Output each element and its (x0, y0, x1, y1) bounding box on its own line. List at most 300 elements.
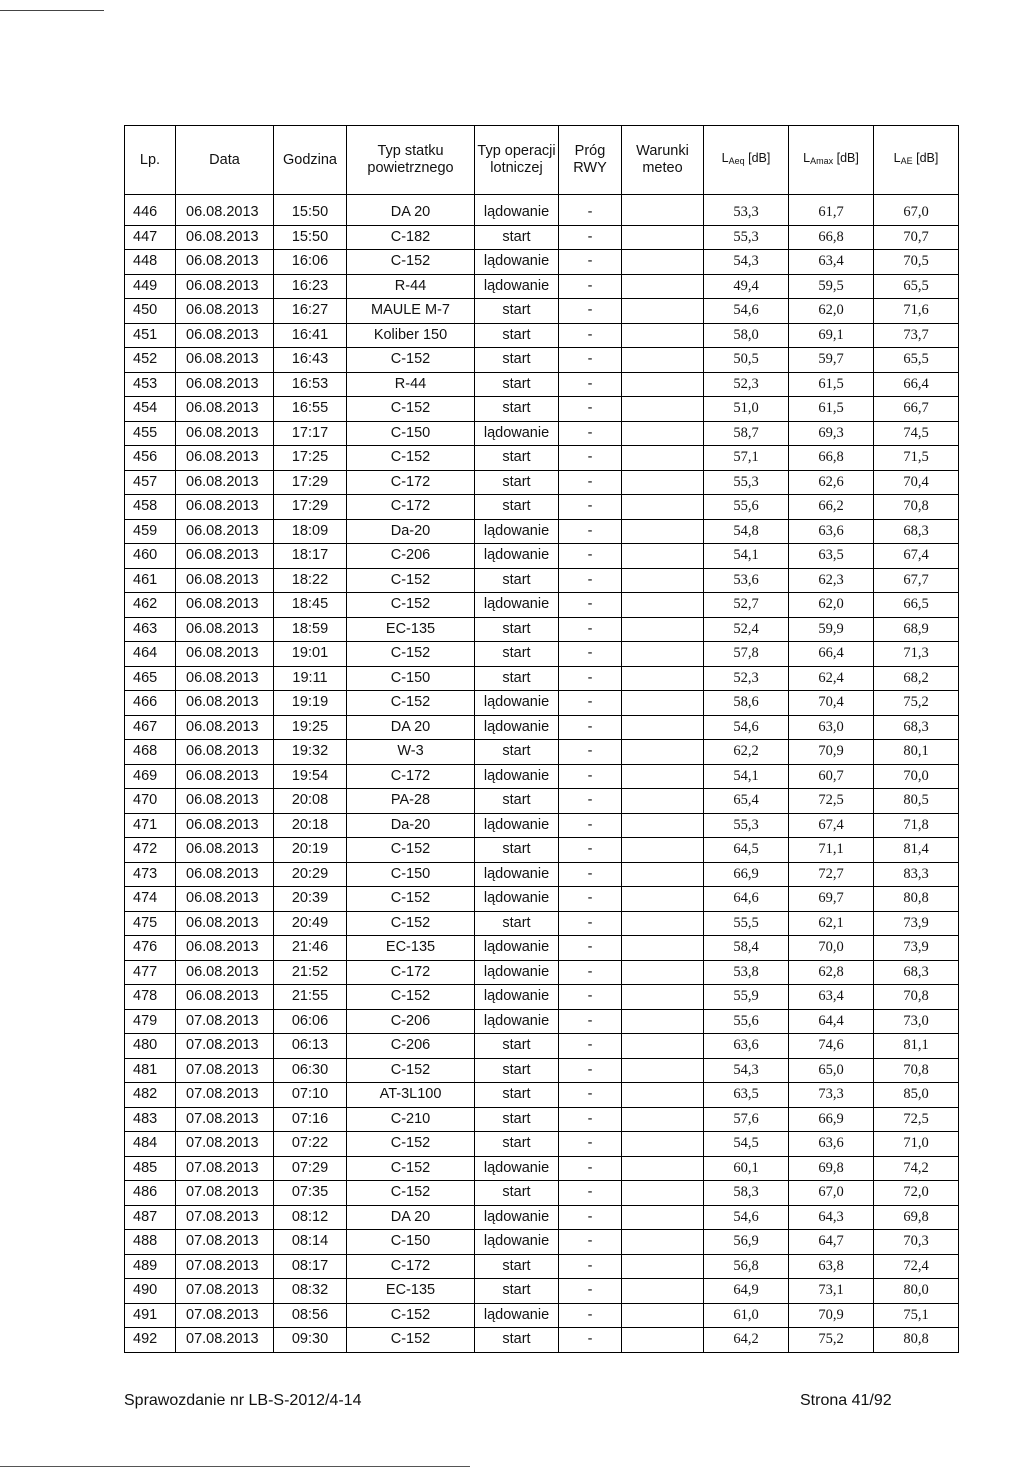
cell-lae: 70,8 (874, 985, 959, 1010)
table-row (125, 1254, 959, 1279)
table-row (125, 1181, 959, 1206)
cell-meteo (622, 397, 704, 422)
cell-rwy: - (559, 862, 622, 887)
cell-lamax: 62,1 (789, 911, 874, 936)
cell-date: 06.08.2013 (176, 838, 274, 863)
cell-date: 06.08.2013 (176, 740, 274, 765)
cell-lae: 70,4 (874, 470, 959, 495)
cell-operation: lądowanie (475, 715, 559, 740)
cell-operation: lądowanie (475, 593, 559, 618)
cell-lp: 476 (125, 936, 176, 961)
cell-rwy: - (559, 225, 622, 250)
cell-lae: 72,4 (874, 1254, 959, 1279)
cell-aircraft: EC-135 (347, 936, 475, 961)
table-row (125, 195, 959, 226)
cell-rwy: - (559, 1328, 622, 1353)
cell-date: 06.08.2013 (176, 250, 274, 275)
cell-lae: 71,0 (874, 1132, 959, 1157)
cell-laeq: 58,7 (704, 421, 789, 446)
cell-lae: 67,4 (874, 544, 959, 569)
cell-operation: lądowanie (475, 1009, 559, 1034)
cell-meteo (622, 1328, 704, 1353)
cell-operation: lądowanie (475, 421, 559, 446)
cell-time: 20:08 (274, 789, 347, 814)
cell-lp: 458 (125, 495, 176, 520)
cell-operation: lądowanie (475, 764, 559, 789)
cell-meteo (622, 568, 704, 593)
cell-lp: 460 (125, 544, 176, 569)
cell-lae: 71,3 (874, 642, 959, 667)
cell-laeq: 52,4 (704, 617, 789, 642)
cell-lp: 490 (125, 1279, 176, 1304)
cell-operation: start (475, 372, 559, 397)
cell-lp: 475 (125, 911, 176, 936)
cell-lp: 477 (125, 960, 176, 985)
cell-meteo (622, 1034, 704, 1059)
cell-operation: lądowanie (475, 1156, 559, 1181)
table-row (125, 274, 959, 299)
cell-rwy: - (559, 691, 622, 716)
cell-aircraft: EC-135 (347, 617, 475, 642)
cell-aircraft: C-152 (347, 691, 475, 716)
cell-aircraft: C-152 (347, 1132, 475, 1157)
cell-date: 06.08.2013 (176, 568, 274, 593)
cell-time: 06:06 (274, 1009, 347, 1034)
cell-lp: 486 (125, 1181, 176, 1206)
cell-aircraft: C-152 (347, 1181, 475, 1206)
table-row (125, 1156, 959, 1181)
cell-laeq: 49,4 (704, 274, 789, 299)
cell-meteo (622, 1254, 704, 1279)
cell-lamax: 63,4 (789, 985, 874, 1010)
cell-lp: 473 (125, 862, 176, 887)
cell-lamax: 73,1 (789, 1279, 874, 1304)
cell-lae: 68,3 (874, 715, 959, 740)
cell-meteo (622, 838, 704, 863)
cell-operation: start (475, 911, 559, 936)
cell-aircraft: Da-20 (347, 519, 475, 544)
cell-operation: lądowanie (475, 519, 559, 544)
table-row (125, 838, 959, 863)
cell-laeq: 56,9 (704, 1230, 789, 1255)
cell-date: 07.08.2013 (176, 1205, 274, 1230)
cell-meteo (622, 495, 704, 520)
cell-date: 07.08.2013 (176, 1230, 274, 1255)
cell-lamax: 63,6 (789, 1132, 874, 1157)
cell-aircraft: C-172 (347, 960, 475, 985)
cell-time: 07:22 (274, 1132, 347, 1157)
cell-aircraft: C-210 (347, 1107, 475, 1132)
cell-meteo (622, 1083, 704, 1108)
cell-aircraft: C-152 (347, 1303, 475, 1328)
table-row (125, 1107, 959, 1132)
cell-operation: start (475, 348, 559, 373)
cell-operation: lądowanie (475, 195, 559, 226)
cell-meteo (622, 323, 704, 348)
cell-time: 08:56 (274, 1303, 347, 1328)
cell-aircraft: PA-28 (347, 789, 475, 814)
cell-rwy: - (559, 1279, 622, 1304)
cell-lamax: 62,4 (789, 666, 874, 691)
table-row (125, 323, 959, 348)
cell-aircraft: R-44 (347, 372, 475, 397)
cell-lp: 468 (125, 740, 176, 765)
cell-date: 07.08.2013 (176, 1083, 274, 1108)
cell-lamax: 66,9 (789, 1107, 874, 1132)
cell-laeq: 54,1 (704, 544, 789, 569)
cell-time: 18:45 (274, 593, 347, 618)
cell-time: 20:39 (274, 887, 347, 912)
cell-lae: 70,8 (874, 495, 959, 520)
header-lae: $L_{AE}$ [dB] (874, 126, 959, 195)
cell-rwy: - (559, 397, 622, 422)
cell-time: 18:17 (274, 544, 347, 569)
cell-rwy: - (559, 838, 622, 863)
cell-operation: lądowanie (475, 544, 559, 569)
table-row (125, 642, 959, 667)
table-row (125, 789, 959, 814)
cell-date: 06.08.2013 (176, 593, 274, 618)
cell-time: 19:54 (274, 764, 347, 789)
cell-time: 16:43 (274, 348, 347, 373)
header-time: Godzina (274, 126, 347, 195)
cell-rwy: - (559, 495, 622, 520)
cell-lamax: 66,8 (789, 446, 874, 471)
cell-lp: 480 (125, 1034, 176, 1059)
cell-aircraft: C-152 (347, 642, 475, 667)
cell-meteo (622, 789, 704, 814)
cell-time: 16:27 (274, 299, 347, 324)
cell-lae: 81,4 (874, 838, 959, 863)
cell-lae: 75,2 (874, 691, 959, 716)
cell-lae: 71,5 (874, 446, 959, 471)
cell-lp: 463 (125, 617, 176, 642)
cell-lp: 452 (125, 348, 176, 373)
cell-operation: start (475, 397, 559, 422)
cell-meteo (622, 519, 704, 544)
cell-operation: lądowanie (475, 691, 559, 716)
cell-meteo (622, 666, 704, 691)
cell-laeq: 57,1 (704, 446, 789, 471)
cell-laeq: 62,2 (704, 740, 789, 765)
table-row (125, 1009, 959, 1034)
cell-time: 07:29 (274, 1156, 347, 1181)
cell-lae: 67,0 (874, 195, 959, 226)
cell-meteo (622, 421, 704, 446)
cell-meteo (622, 1205, 704, 1230)
cell-lp: 449 (125, 274, 176, 299)
cell-operation: start (475, 1279, 559, 1304)
cell-lp: 450 (125, 299, 176, 324)
cell-date: 06.08.2013 (176, 911, 274, 936)
cell-laeq: 57,6 (704, 1107, 789, 1132)
cell-lae: 73,9 (874, 936, 959, 961)
cell-lamax: 63,8 (789, 1254, 874, 1279)
cell-lp: 453 (125, 372, 176, 397)
cell-lp: 448 (125, 250, 176, 275)
cell-laeq: 55,6 (704, 1009, 789, 1034)
cell-rwy: - (559, 936, 622, 961)
cell-aircraft: DA 20 (347, 195, 475, 226)
cell-meteo (622, 740, 704, 765)
cell-time: 19:32 (274, 740, 347, 765)
cell-laeq: 58,0 (704, 323, 789, 348)
cell-lp: 481 (125, 1058, 176, 1083)
cell-rwy: - (559, 960, 622, 985)
cell-rwy: - (559, 789, 622, 814)
cell-lamax: 64,7 (789, 1230, 874, 1255)
cell-date: 06.08.2013 (176, 862, 274, 887)
cell-time: 21:52 (274, 960, 347, 985)
cell-operation: start (475, 1083, 559, 1108)
cell-operation: start (475, 446, 559, 471)
cell-operation: start (475, 568, 559, 593)
cell-date: 07.08.2013 (176, 1107, 274, 1132)
cell-date: 07.08.2013 (176, 1009, 274, 1034)
cell-rwy: - (559, 568, 622, 593)
cell-time: 15:50 (274, 225, 347, 250)
cell-meteo (622, 1107, 704, 1132)
table-row (125, 617, 959, 642)
cell-aircraft: C-152 (347, 887, 475, 912)
cell-operation: start (475, 299, 559, 324)
cell-date: 06.08.2013 (176, 323, 274, 348)
cell-laeq: 54,6 (704, 299, 789, 324)
cell-time: 06:30 (274, 1058, 347, 1083)
cell-lamax: 60,7 (789, 764, 874, 789)
cell-lae: 72,0 (874, 1181, 959, 1206)
cell-date: 06.08.2013 (176, 446, 274, 471)
cell-date: 06.08.2013 (176, 985, 274, 1010)
table-row (125, 593, 959, 618)
cell-lamax: 70,0 (789, 936, 874, 961)
cell-aircraft: Da-20 (347, 813, 475, 838)
cell-time: 21:46 (274, 936, 347, 961)
cell-meteo (622, 1009, 704, 1034)
bottom-rule (0, 1466, 470, 1467)
cell-laeq: 64,2 (704, 1328, 789, 1353)
cell-meteo (622, 446, 704, 471)
cell-lamax: 69,1 (789, 323, 874, 348)
cell-time: 16:55 (274, 397, 347, 422)
cell-laeq: 56,8 (704, 1254, 789, 1279)
cell-lp: 451 (125, 323, 176, 348)
cell-laeq: 55,6 (704, 495, 789, 520)
cell-aircraft: C-172 (347, 1254, 475, 1279)
cell-operation: start (475, 740, 559, 765)
cell-lae: 65,5 (874, 274, 959, 299)
cell-date: 06.08.2013 (176, 666, 274, 691)
cell-lp: 488 (125, 1230, 176, 1255)
cell-lp: 487 (125, 1205, 176, 1230)
table-row (125, 250, 959, 275)
cell-laeq: 50,5 (704, 348, 789, 373)
cell-lp: 446 (125, 195, 176, 226)
cell-aircraft: C-206 (347, 1034, 475, 1059)
cell-aircraft: C-152 (347, 568, 475, 593)
cell-lp: 456 (125, 446, 176, 471)
cell-lae: 68,9 (874, 617, 959, 642)
cell-lp: 478 (125, 985, 176, 1010)
cell-aircraft: C-152 (347, 397, 475, 422)
cell-lae: 75,1 (874, 1303, 959, 1328)
cell-time: 07:16 (274, 1107, 347, 1132)
cell-lae: 73,0 (874, 1009, 959, 1034)
cell-meteo (622, 348, 704, 373)
cell-lamax: 69,8 (789, 1156, 874, 1181)
cell-laeq: 60,1 (704, 1156, 789, 1181)
cell-meteo (622, 764, 704, 789)
cell-aircraft: AT-3L100 (347, 1083, 475, 1108)
cell-aircraft: C-152 (347, 1058, 475, 1083)
cell-meteo (622, 1279, 704, 1304)
cell-laeq: 52,7 (704, 593, 789, 618)
table-row (125, 1303, 959, 1328)
cell-date: 07.08.2013 (176, 1132, 274, 1157)
cell-date: 06.08.2013 (176, 544, 274, 569)
cell-lp: 467 (125, 715, 176, 740)
table-row (125, 1328, 959, 1353)
table-row (125, 813, 959, 838)
table-row (125, 887, 959, 912)
cell-lamax: 64,3 (789, 1205, 874, 1230)
cell-laeq: 55,3 (704, 813, 789, 838)
cell-lamax: 70,9 (789, 1303, 874, 1328)
cell-time: 07:10 (274, 1083, 347, 1108)
header-lp: Lp. (125, 126, 176, 195)
cell-aircraft: R-44 (347, 274, 475, 299)
cell-laeq: 58,4 (704, 936, 789, 961)
table-row (125, 446, 959, 471)
cell-rwy: - (559, 1107, 622, 1132)
cell-date: 06.08.2013 (176, 274, 274, 299)
cell-lp: 482 (125, 1083, 176, 1108)
cell-meteo (622, 862, 704, 887)
cell-lae: 71,6 (874, 299, 959, 324)
cell-rwy: - (559, 666, 622, 691)
cell-rwy: - (559, 1058, 622, 1083)
cell-time: 20:19 (274, 838, 347, 863)
table-row (125, 470, 959, 495)
cell-time: 20:29 (274, 862, 347, 887)
cell-aircraft: C-150 (347, 1230, 475, 1255)
cell-operation: lądowanie (475, 936, 559, 961)
cell-date: 07.08.2013 (176, 1181, 274, 1206)
table-row (125, 691, 959, 716)
cell-meteo (622, 1156, 704, 1181)
table-row (125, 421, 959, 446)
cell-lp: 479 (125, 1009, 176, 1034)
cell-lp: 454 (125, 397, 176, 422)
cell-date: 06.08.2013 (176, 372, 274, 397)
cell-lamax: 66,2 (789, 495, 874, 520)
cell-date: 07.08.2013 (176, 1303, 274, 1328)
cell-meteo (622, 470, 704, 495)
cell-aircraft: C-152 (347, 348, 475, 373)
cell-time: 20:49 (274, 911, 347, 936)
cell-laeq: 52,3 (704, 372, 789, 397)
page-number: Strona 41/92 (800, 1392, 892, 1409)
cell-rwy: - (559, 887, 622, 912)
cell-lamax: 75,2 (789, 1328, 874, 1353)
table-row (125, 397, 959, 422)
cell-operation: lądowanie (475, 813, 559, 838)
cell-lamax: 70,9 (789, 740, 874, 765)
cell-operation: start (475, 1132, 559, 1157)
cell-date: 06.08.2013 (176, 764, 274, 789)
cell-aircraft: C-206 (347, 544, 475, 569)
cell-lae: 66,7 (874, 397, 959, 422)
cell-meteo (622, 299, 704, 324)
cell-laeq: 66,9 (704, 862, 789, 887)
cell-aircraft: C-150 (347, 421, 475, 446)
cell-date: 06.08.2013 (176, 495, 274, 520)
cell-lp: 457 (125, 470, 176, 495)
cell-lae: 67,7 (874, 568, 959, 593)
cell-time: 18:09 (274, 519, 347, 544)
cell-lp: 484 (125, 1132, 176, 1157)
cell-lamax: 62,0 (789, 593, 874, 618)
header-date: Data (176, 126, 274, 195)
cell-lp: 459 (125, 519, 176, 544)
cell-date: 06.08.2013 (176, 691, 274, 716)
cell-rwy: - (559, 446, 622, 471)
table-row (125, 1230, 959, 1255)
cell-date: 06.08.2013 (176, 936, 274, 961)
cell-lamax: 63,0 (789, 715, 874, 740)
cell-laeq: 54,6 (704, 715, 789, 740)
cell-meteo (622, 813, 704, 838)
cell-rwy: - (559, 323, 622, 348)
cell-lae: 83,3 (874, 862, 959, 887)
cell-lae: 70,5 (874, 250, 959, 275)
cell-time: 19:11 (274, 666, 347, 691)
cell-rwy: - (559, 1132, 622, 1157)
cell-meteo (622, 617, 704, 642)
cell-lp: 465 (125, 666, 176, 691)
table-row (125, 715, 959, 740)
report-number: Sprawozdanie nr LB-S-2012/4-14 (124, 1392, 362, 1409)
cell-date: 07.08.2013 (176, 1279, 274, 1304)
cell-meteo (622, 715, 704, 740)
table-row (125, 519, 959, 544)
cell-laeq: 54,1 (704, 764, 789, 789)
cell-date: 06.08.2013 (176, 789, 274, 814)
cell-operation: start (475, 666, 559, 691)
cell-aircraft: C-206 (347, 1009, 475, 1034)
cell-aircraft: EC-135 (347, 1279, 475, 1304)
cell-rwy: - (559, 1034, 622, 1059)
cell-lamax: 67,0 (789, 1181, 874, 1206)
cell-time: 16:53 (274, 372, 347, 397)
cell-time: 17:29 (274, 470, 347, 495)
cell-lamax: 69,3 (789, 421, 874, 446)
cell-lae: 70,0 (874, 764, 959, 789)
table-row (125, 495, 959, 520)
cell-lamax: 74,6 (789, 1034, 874, 1059)
cell-date: 06.08.2013 (176, 813, 274, 838)
cell-rwy: - (559, 1205, 622, 1230)
cell-operation: start (475, 642, 559, 667)
cell-lp: 464 (125, 642, 176, 667)
header-lamax: $L_{Amax}$ [dB] (789, 126, 874, 195)
cell-lae: 72,5 (874, 1107, 959, 1132)
cell-lae: 66,5 (874, 593, 959, 618)
cell-date: 07.08.2013 (176, 1058, 274, 1083)
cell-operation: start (475, 1254, 559, 1279)
cell-time: 08:32 (274, 1279, 347, 1304)
cell-operation: start (475, 1181, 559, 1206)
